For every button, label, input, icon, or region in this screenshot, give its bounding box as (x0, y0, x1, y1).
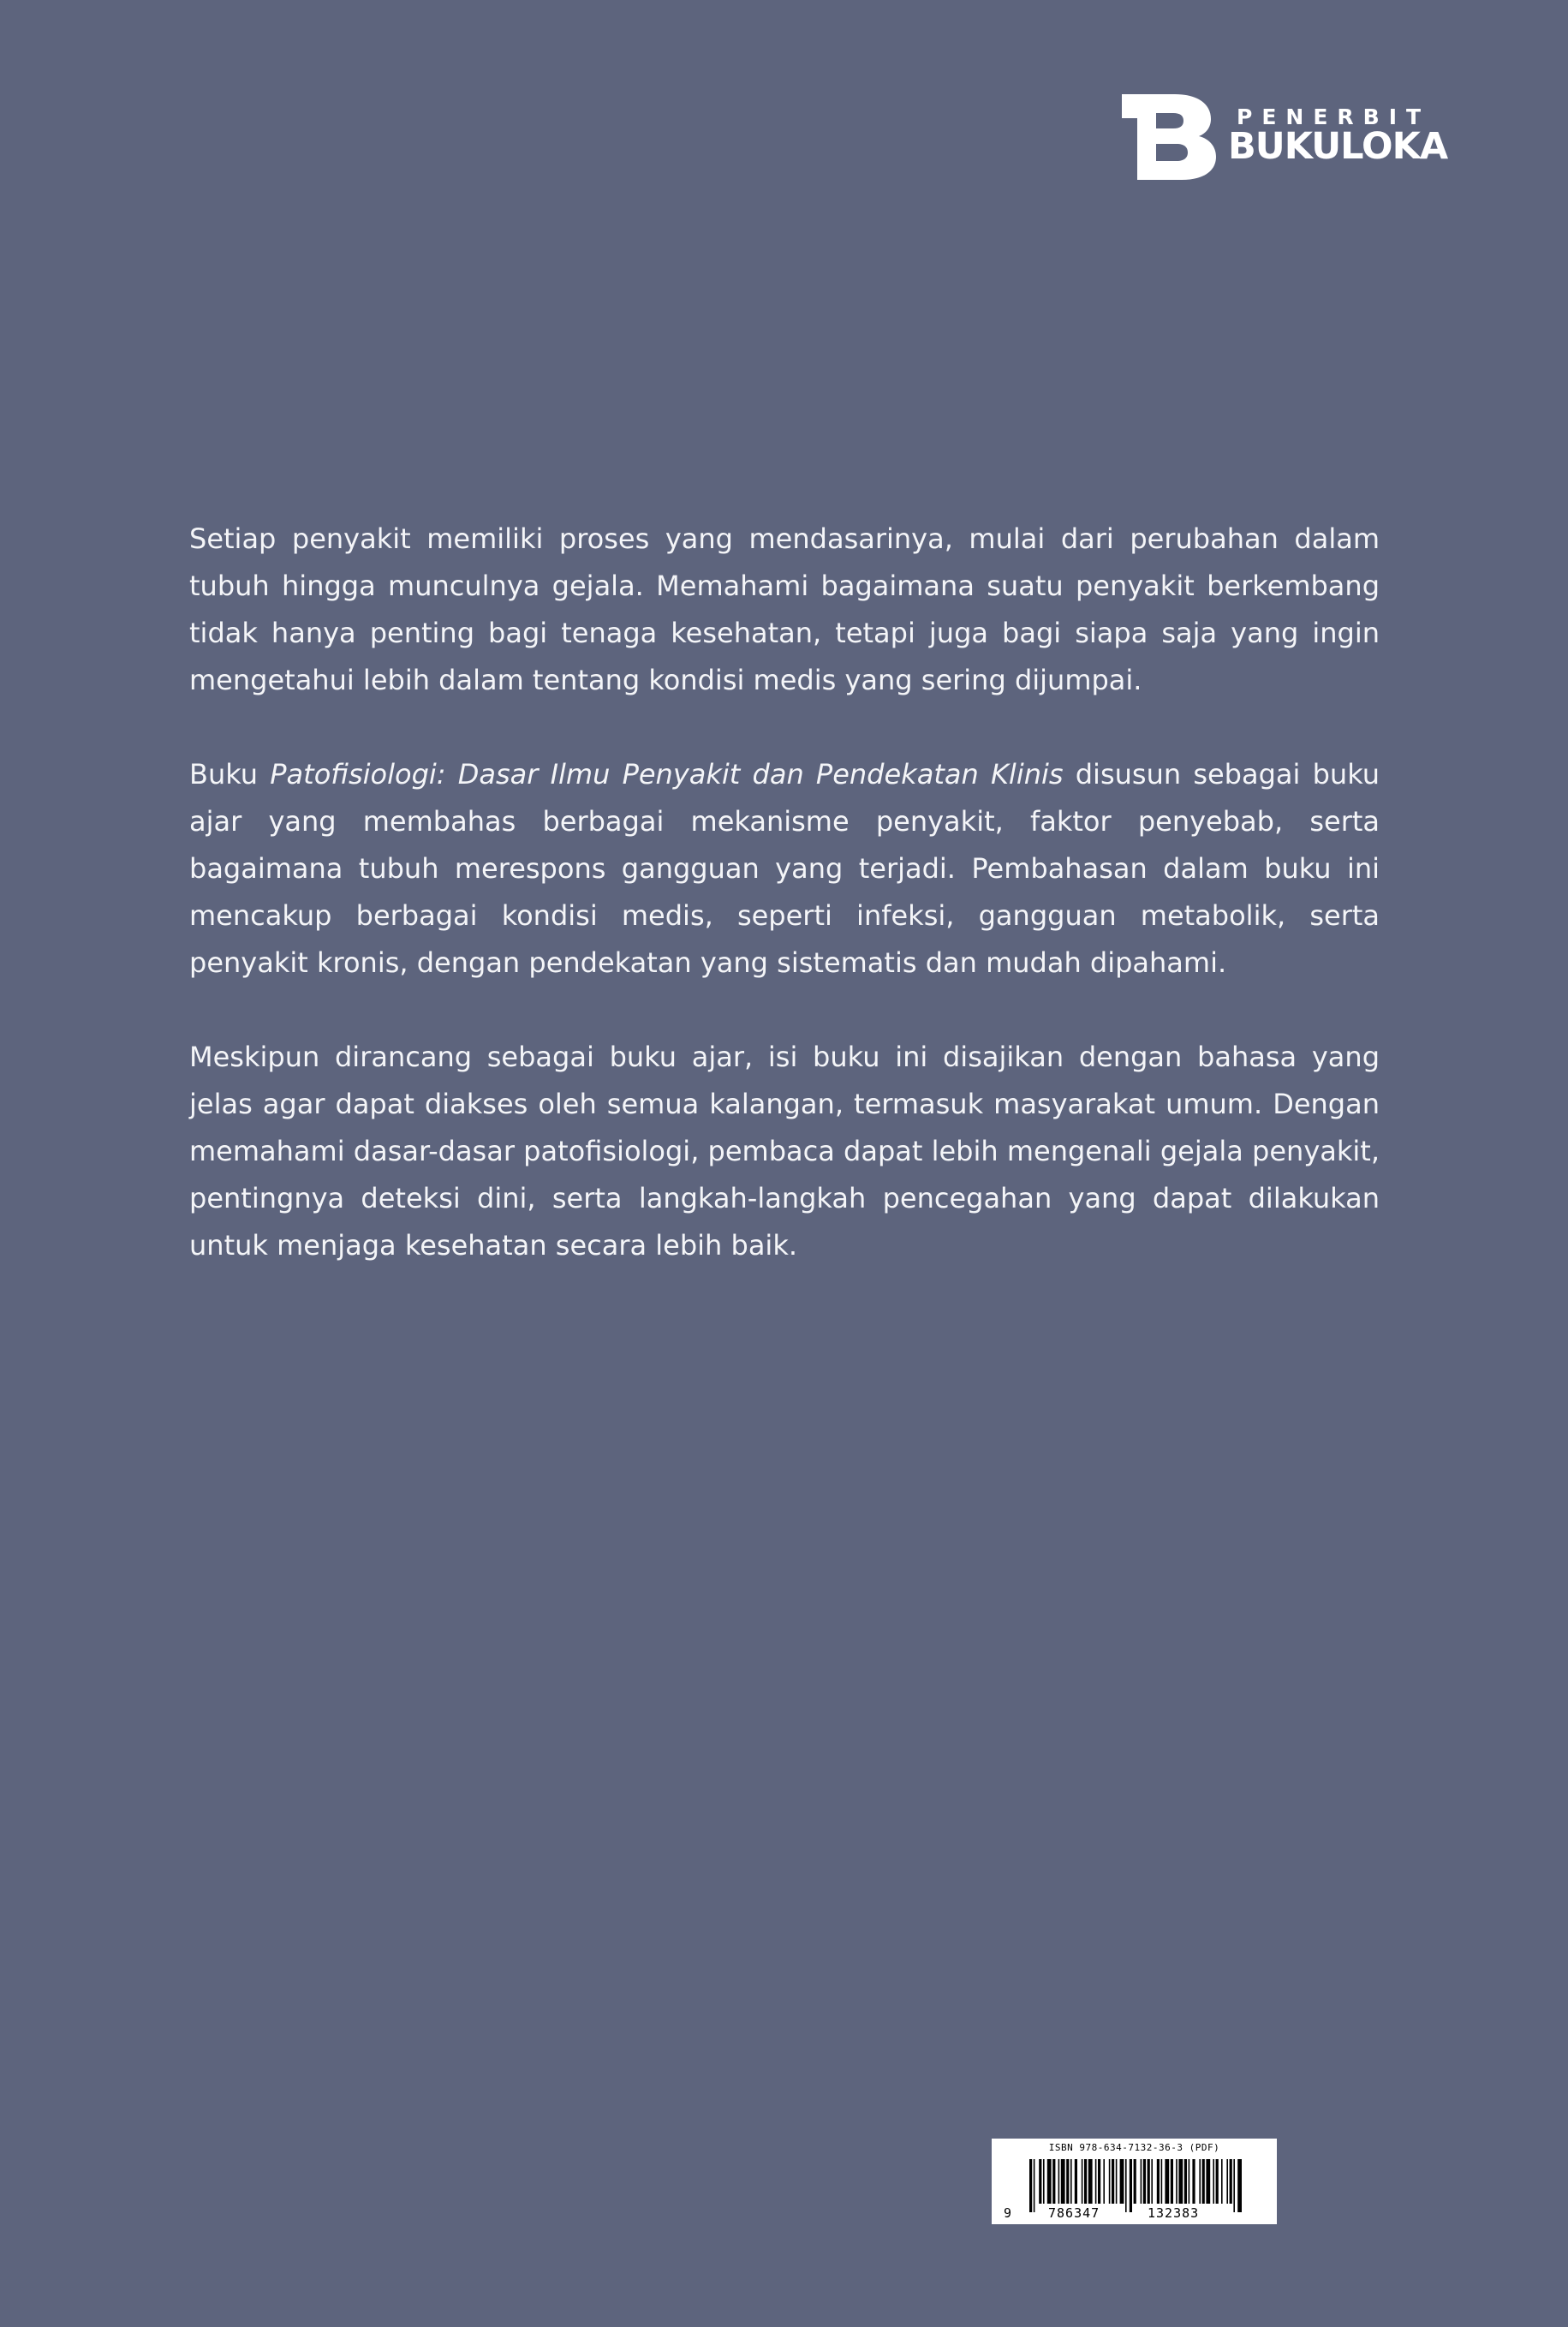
barcode-bar (1058, 2159, 1060, 2204)
barcode-bar (1130, 2159, 1132, 2212)
barcode-bar (1213, 2159, 1214, 2204)
barcode-bar (1143, 2159, 1146, 2204)
publisher-logo (1122, 94, 1447, 180)
barcode-bar (1098, 2159, 1100, 2204)
isbn-barcode (992, 2139, 1277, 2224)
barcode-bar (1226, 2159, 1228, 2204)
barcode-bar (1141, 2159, 1142, 2204)
barcode-bar (1116, 2159, 1118, 2204)
book-title: Patofisiologi: Dasar Ilmu Penyakit dan Pendekatan Klinis (270, 758, 1064, 791)
barcode-right-digits: 132383 (1148, 2205, 1200, 2221)
barcode-bar (1202, 2159, 1205, 2204)
barcode-bar (1029, 2159, 1032, 2212)
barcode-bar (1176, 2159, 1177, 2204)
bukuloka-b-logo-icon (1122, 94, 1223, 180)
barcode-bar (1151, 2159, 1153, 2204)
barcode-bar (1221, 2159, 1223, 2204)
barcode-bar (1120, 2159, 1124, 2204)
barcode-bar (1233, 2159, 1235, 2212)
barcode-bar (1034, 2159, 1035, 2212)
barcode-bar (1206, 2159, 1210, 2204)
barcode-bar (1216, 2159, 1219, 2204)
barcode-bar (1095, 2159, 1097, 2204)
blurb-p2-rest: disusun sebagai buku ajar yang membahas berbagai mekanisme penyakit, faktor penyebab, serta bagaimana tubuh merespons gangguan yang terjadi. Pembahasan dalam buku ini mencakup berbagai kondisi medis, seperti infeksi, gangguan metabolik, serta penyakit kronis, dengan pendekatan yang sistematis dan mudah dipahami. (189, 758, 1380, 979)
barcode-bar (1109, 2159, 1111, 2204)
barcode-bar (1039, 2159, 1041, 2204)
barcode-bar (1103, 2159, 1105, 2204)
publisher-prefix: PENERBIT (1237, 104, 1431, 129)
publisher-name: BUKULOKA (1228, 125, 1448, 168)
barcode-bar (1230, 2159, 1232, 2204)
blurb-paragraph-1: Setiap penyakit memiliki proses yang mendasarinya, mulai dari perubahan dalam tubuh hingga munculnya gejala. Memahami bagaimana suatu penyakit berkembang tidak hanya penting bagi tenaga kesehatan, tetapi juga bagi siapa saja yang ingin mengetahui lebih dalam tentang kondisi medis yang sering dijumpai. (189, 522, 1380, 696)
barcode-bar (1178, 2159, 1183, 2204)
isbn-label: ISBN 978-634-7132-36-3 (PDF) (1048, 2142, 1220, 2153)
blurb-paragraph-2 (189, 751, 1380, 987)
barcode-bar (1189, 2159, 1190, 2204)
barcode-bar (1125, 2159, 1127, 2212)
barcode-bar (1199, 2159, 1201, 2204)
barcode-first-digit: 9 (1004, 2205, 1012, 2221)
barcode-bar (1052, 2159, 1055, 2204)
blurb-p2-prefix: Buku (189, 758, 271, 791)
barcode-bar (1075, 2159, 1077, 2204)
barcode-bar (1066, 2159, 1069, 2204)
barcode-bar (1192, 2159, 1195, 2204)
barcode-left-digits: 786347 (1048, 2205, 1100, 2221)
barcode-bar (1184, 2159, 1187, 2204)
blurb-paragraph-3: Meskipun dirancang sebagai buku ajar, isi buku ini disajikan dengan bahasa yang jelas agar dapat diakses oleh semua kalangan, termasuk masyarakat umum. Dengan memahami dasar-dasar patofisiologi, pembaca dapat lebih mengenali gejala penyakit, pentingnya deteksi dini, serta langkah-langkah pencegahan yang dapat dilakukan untuk menjaga kesehatan secara lebih baik. (189, 1041, 1380, 1262)
barcode-bar (1157, 2159, 1160, 2204)
barcode-bar (1047, 2159, 1052, 2204)
barcode-bar (1082, 2159, 1083, 2204)
barcode-bar (1088, 2159, 1093, 2204)
barcode-bar (1171, 2159, 1173, 2204)
barcode-bar (1112, 2159, 1114, 2204)
barcode-bar (1165, 2159, 1169, 2204)
barcode-bar (1134, 2159, 1136, 2204)
book-blurb (189, 516, 1380, 1269)
barcode-bar (1070, 2159, 1072, 2204)
barcode-bar (1148, 2159, 1150, 2204)
barcode-bar (1043, 2159, 1045, 2204)
barcode-bar (1237, 2159, 1242, 2212)
barcode-bar (1161, 2159, 1163, 2204)
barcode-bar (1084, 2159, 1087, 2204)
barcode-bar (1061, 2159, 1065, 2204)
